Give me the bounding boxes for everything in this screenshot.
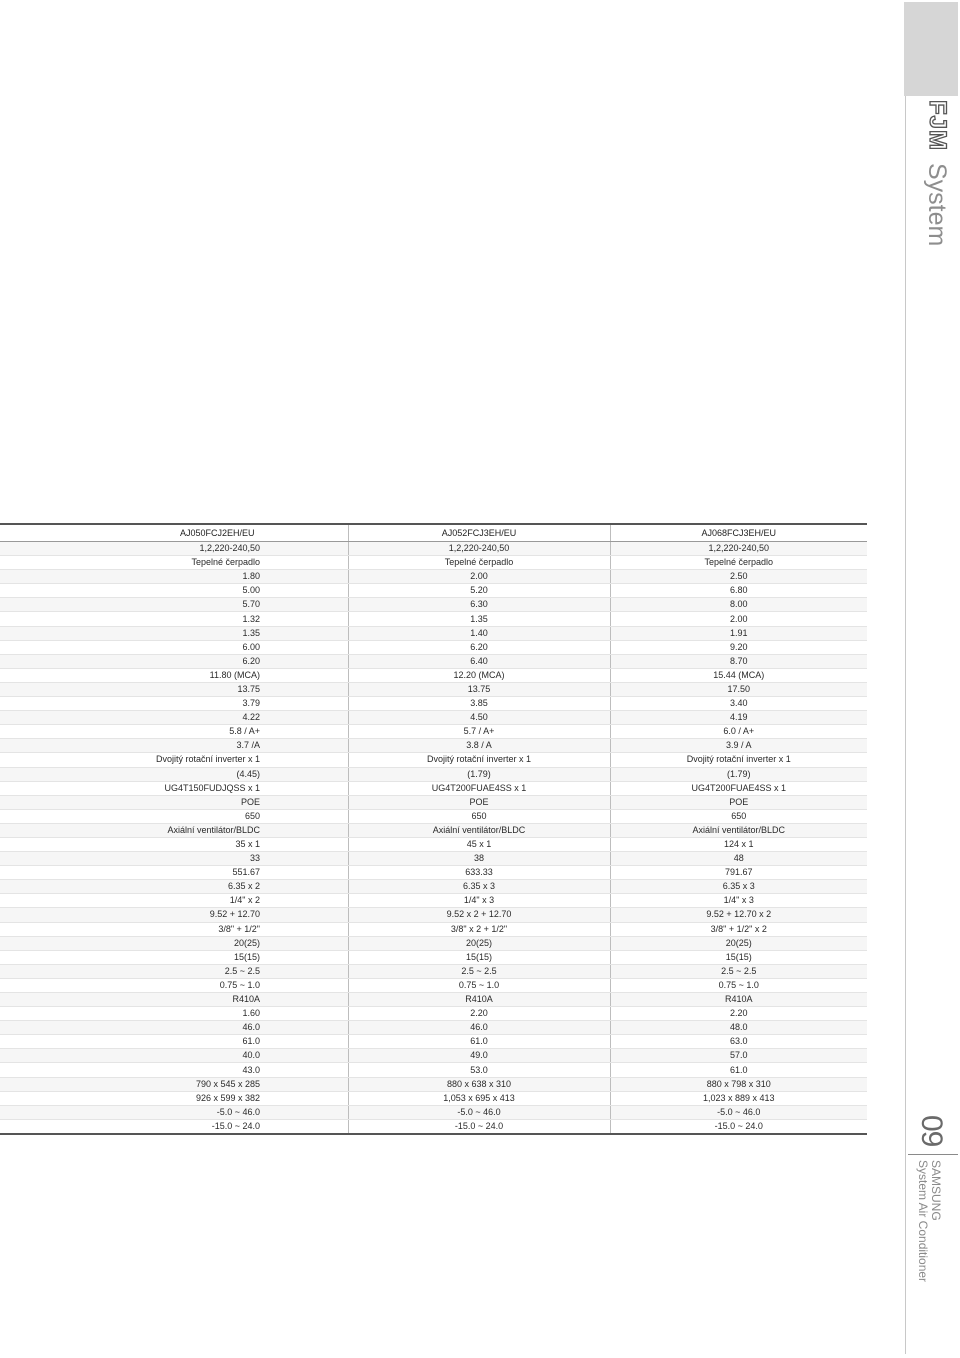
table-cell <box>0 894 348 908</box>
table-cell: 8.00 <box>610 598 867 612</box>
table-cell: POE <box>348 795 610 809</box>
table-cell-text: 5.00 <box>242 585 260 596</box>
table-cell: 3/8" + 1/2" x 2 <box>610 922 867 936</box>
table-cell: (1.79) <box>348 767 610 781</box>
table-cell: 6.35 x 3 <box>348 880 610 894</box>
table-cell: 650 <box>610 809 867 823</box>
table-cell: 53.0 <box>348 1063 610 1077</box>
table-cell: 57.0 <box>610 1049 867 1063</box>
table-cell: 15(15) <box>348 950 610 964</box>
table-cell-text: 13.75 <box>237 683 260 694</box>
table-cell: 2.5 ~ 2.5 <box>610 964 867 978</box>
table-cell-text: R410A <box>232 994 260 1005</box>
table-cell: 0.75 ~ 1.0 <box>610 978 867 992</box>
table-cell-text: 1.35 <box>242 627 260 638</box>
table-cell <box>0 668 348 682</box>
table-cell <box>0 993 348 1007</box>
table-cell <box>0 809 348 823</box>
sidebar-band <box>904 2 958 96</box>
brand-logo-fjm: FJM <box>924 100 951 151</box>
company-name: SAMSUNG <box>929 1160 943 1221</box>
table-cell-text: 43.0 <box>242 1064 260 1075</box>
table-row <box>0 950 867 964</box>
table-row <box>0 978 867 992</box>
table-cell <box>0 1063 348 1077</box>
table-row <box>0 936 867 950</box>
table-cell: 38 <box>348 852 610 866</box>
table-cell-text: 33 <box>249 853 260 864</box>
table-cell: 48.0 <box>610 1021 867 1035</box>
table-cell: 6.40 <box>348 654 610 668</box>
table-cell: 791.67 <box>610 866 867 880</box>
table-cell: 15.44 (MCA) <box>610 668 867 682</box>
table-cell: UG4T200FUAE4SS x 1 <box>610 781 867 795</box>
table-cell <box>0 1105 348 1119</box>
table-cell <box>0 753 348 767</box>
table-cell <box>0 612 348 626</box>
table-cell-text: 1.80 <box>242 571 260 582</box>
column-header: AJ050FCJ2EH/EU <box>0 524 348 542</box>
table-cell <box>0 837 348 851</box>
table-cell: R410A <box>610 993 867 1007</box>
table-cell-text: POE <box>240 796 260 807</box>
table-row <box>0 584 867 598</box>
table-cell-text: 3.79 <box>242 698 260 709</box>
table-cell <box>0 936 348 950</box>
table-cell: POE <box>610 795 867 809</box>
table-row <box>0 598 867 612</box>
table-cell-text: 1,2,220-240,50 <box>199 543 260 554</box>
table-row <box>0 922 867 936</box>
column-header: AJ068FCJ3EH/EU <box>610 524 867 542</box>
table-cell: 880 x 638 x 310 <box>348 1077 610 1091</box>
table-cell: 6.35 x 3 <box>610 880 867 894</box>
table-cell: R410A <box>348 993 610 1007</box>
table-cell: -15.0 ~ 24.0 <box>348 1119 610 1134</box>
table-cell-text: 650 <box>244 810 260 821</box>
spec-table <box>0 523 867 1135</box>
table-row <box>0 809 867 823</box>
table-cell <box>0 1049 348 1063</box>
column-header: AJ052FCJ3EH/EU <box>348 524 610 542</box>
brand-system: System <box>923 163 951 247</box>
table-cell <box>0 922 348 936</box>
table-row <box>0 781 867 795</box>
table-cell <box>0 823 348 837</box>
table-cell <box>0 781 348 795</box>
table-row <box>0 1007 867 1021</box>
spec-table-header <box>0 524 867 542</box>
table-cell-text: 3.7 /A <box>236 740 260 751</box>
table-row <box>0 612 867 626</box>
table-row <box>0 964 867 978</box>
table-cell-text: 61.0 <box>242 1036 260 1047</box>
table-cell <box>0 950 348 964</box>
table-row <box>0 556 867 570</box>
table-cell-text: 1.32 <box>242 613 260 624</box>
table-cell: 8.70 <box>610 654 867 668</box>
table-cell <box>0 880 348 894</box>
table-row <box>0 795 867 809</box>
table-cell-text: 6.35 x 2 <box>227 881 260 892</box>
table-cell <box>0 866 348 880</box>
table-row <box>0 852 867 866</box>
table-row <box>0 1077 867 1091</box>
table-cell: 650 <box>348 809 610 823</box>
table-cell: 6.30 <box>348 598 610 612</box>
table-cell <box>0 739 348 753</box>
table-cell <box>0 542 348 556</box>
table-row <box>0 570 867 584</box>
table-cell-text: 5.70 <box>242 599 260 610</box>
table-cell: 3.40 <box>610 697 867 711</box>
table-cell: Axiální ventilátor/BLDC <box>348 823 610 837</box>
table-cell-text: 4.22 <box>242 712 260 723</box>
table-cell-text: 926 x 599 x 382 <box>195 1092 260 1103</box>
table-cell: -5.0 ~ 46.0 <box>610 1105 867 1119</box>
table-cell: Tepelné čerpadlo <box>610 556 867 570</box>
table-cell: 633.33 <box>348 866 610 880</box>
table-cell-text: Axiální ventilátor/BLDC <box>167 824 260 835</box>
table-cell <box>0 682 348 696</box>
table-cell <box>0 570 348 584</box>
table-cell: 46.0 <box>348 1021 610 1035</box>
table-cell: 1/4" x 3 <box>610 894 867 908</box>
table-row <box>0 1063 867 1077</box>
table-cell: 12.20 (MCA) <box>348 668 610 682</box>
table-cell <box>0 584 348 598</box>
table-cell: 3.85 <box>348 697 610 711</box>
table-row <box>0 697 867 711</box>
table-row <box>0 1035 867 1049</box>
table-cell: 2.5 ~ 2.5 <box>348 964 610 978</box>
table-row <box>0 626 867 640</box>
table-row <box>0 880 867 894</box>
table-cell: 1,023 x 889 x 413 <box>610 1091 867 1105</box>
table-cell <box>0 1077 348 1091</box>
table-cell: 6.0 / A+ <box>610 725 867 739</box>
table-row <box>0 1105 867 1119</box>
table-row <box>0 542 867 556</box>
table-cell <box>0 1021 348 1035</box>
table-row <box>0 640 867 654</box>
table-cell-text: 9.52 + 12.70 <box>209 909 260 920</box>
table-cell <box>0 964 348 978</box>
table-row <box>0 1119 867 1134</box>
table-cell: UG4T200FUAE4SS x 1 <box>348 781 610 795</box>
table-cell: 17.50 <box>610 682 867 696</box>
table-cell: 1,2,220-240,50 <box>348 542 610 556</box>
table-cell <box>0 598 348 612</box>
table-cell: 4.50 <box>348 711 610 725</box>
table-cell-text: (4.45) <box>236 768 260 779</box>
table-cell <box>0 767 348 781</box>
table-cell <box>0 852 348 866</box>
table-cell: Tepelné čerpadlo <box>348 556 610 570</box>
table-row <box>0 739 867 753</box>
table-cell <box>0 640 348 654</box>
table-cell: 5.7 / A+ <box>348 725 610 739</box>
table-cell <box>0 795 348 809</box>
table-cell: 4.19 <box>610 711 867 725</box>
table-cell <box>0 1035 348 1049</box>
table-cell-text: 20(25) <box>233 937 260 948</box>
table-cell: 48 <box>610 852 867 866</box>
table-cell-text: UG4T150FUDJQSS x 1 <box>164 782 260 793</box>
table-row <box>0 837 867 851</box>
company-tagline: System Air Conditioner <box>916 1160 930 1283</box>
table-cell <box>0 725 348 739</box>
table-row <box>0 894 867 908</box>
table-cell: 1,2,220-240,50 <box>610 542 867 556</box>
table-row <box>0 682 867 696</box>
table-row <box>0 823 867 837</box>
table-cell: 63.0 <box>610 1035 867 1049</box>
table-cell: 0.75 ~ 1.0 <box>348 978 610 992</box>
table-cell-text: 6.20 <box>242 655 260 666</box>
table-cell-text: 2.5 ~ 2.5 <box>224 965 260 976</box>
table-cell: 1.91 <box>610 626 867 640</box>
table-cell-text: 11.80 (MCA) <box>209 669 260 680</box>
table-cell: 1.35 <box>348 612 610 626</box>
table-cell-text: -5.0 ~ 46.0 <box>216 1106 260 1117</box>
table-row <box>0 1091 867 1105</box>
chapter-number-text: 09 <box>915 1115 948 1147</box>
table-cell-text: 6.00 <box>242 641 260 652</box>
table-cell-text: Tepelné čerpadlo <box>191 557 260 568</box>
table-cell: 15(15) <box>610 950 867 964</box>
table-cell: 6.80 <box>610 584 867 598</box>
table-row <box>0 711 867 725</box>
table-cell: 20(25) <box>348 936 610 950</box>
table-row <box>0 654 867 668</box>
table-cell: Dvojitý rotační inverter x 1 <box>610 753 867 767</box>
spec-table-body <box>0 542 867 1134</box>
table-cell: 880 x 798 x 310 <box>610 1077 867 1091</box>
table-cell: 13.75 <box>348 682 610 696</box>
table-cell: 1,053 x 695 x 413 <box>348 1091 610 1105</box>
table-cell: 9.52 x 2 + 12.70 <box>348 908 610 922</box>
chapter-number <box>906 1108 956 1154</box>
table-cell-text: 15(15) <box>233 951 260 962</box>
table-cell: 20(25) <box>610 936 867 950</box>
table-cell <box>0 978 348 992</box>
table-cell: -15.0 ~ 24.0 <box>610 1119 867 1134</box>
table-cell: Axiální ventilátor/BLDC <box>610 823 867 837</box>
header-row <box>0 524 867 542</box>
table-cell: 2.20 <box>610 1007 867 1021</box>
table-cell <box>0 711 348 725</box>
product-brand <box>922 98 951 247</box>
company-footer <box>916 1160 942 1282</box>
table-cell: 45 x 1 <box>348 837 610 851</box>
table-cell: 2.00 <box>348 570 610 584</box>
table-cell-text: 0.75 ~ 1.0 <box>219 979 260 990</box>
table-cell: 1.40 <box>348 626 610 640</box>
table-row <box>0 866 867 880</box>
table-cell <box>0 654 348 668</box>
table-row <box>0 1021 867 1035</box>
table-cell <box>0 1119 348 1134</box>
table-cell: 3.8 / A <box>348 739 610 753</box>
table-row <box>0 668 867 682</box>
sidebar-rule <box>905 96 906 1354</box>
table-cell-text: 3/8" + 1/2" <box>218 923 260 934</box>
table-row <box>0 725 867 739</box>
table-cell: -5.0 ~ 46.0 <box>348 1105 610 1119</box>
table-cell <box>0 626 348 640</box>
table-cell-text: 1.60 <box>242 1008 260 1019</box>
table-cell-text: 46.0 <box>242 1022 260 1033</box>
table-cell: 6.20 <box>348 640 610 654</box>
table-cell <box>0 1007 348 1021</box>
table-cell: 49.0 <box>348 1049 610 1063</box>
table-cell-text: -15.0 ~ 24.0 <box>211 1120 260 1131</box>
table-cell-text: 1/4" x 2 <box>229 895 260 906</box>
table-cell: 2.20 <box>348 1007 610 1021</box>
table-cell-text: 551.67 <box>232 867 260 878</box>
table-cell: (1.79) <box>610 767 867 781</box>
table-cell: 3.9 / A <box>610 739 867 753</box>
table-cell-text: 5.8 / A+ <box>229 726 260 737</box>
table-row <box>0 767 867 781</box>
table-cell: 9.52 + 12.70 x 2 <box>610 908 867 922</box>
table-cell: Dvojitý rotační inverter x 1 <box>348 753 610 767</box>
table-cell: 61.0 <box>348 1035 610 1049</box>
table-cell: 2.00 <box>610 612 867 626</box>
table-cell: 5.20 <box>348 584 610 598</box>
table-cell: 2.50 <box>610 570 867 584</box>
table-row <box>0 993 867 1007</box>
table-cell-text: 40.0 <box>242 1050 260 1061</box>
table-cell: 124 x 1 <box>610 837 867 851</box>
chapter-rule <box>908 1154 958 1155</box>
table-cell: 9.20 <box>610 640 867 654</box>
table-cell <box>0 697 348 711</box>
table-row <box>0 1049 867 1063</box>
table-row <box>0 753 867 767</box>
table-cell-text: Dvojitý rotační inverter x 1 <box>155 754 260 765</box>
table-cell-text: 35 x 1 <box>235 839 260 850</box>
chapter-sidebar <box>904 0 960 1358</box>
table-cell: 61.0 <box>610 1063 867 1077</box>
table-cell: 1/4" x 3 <box>348 894 610 908</box>
table-cell-text: 790 x 545 x 285 <box>195 1078 260 1089</box>
table-cell: 3/8" x 2 + 1/2" <box>348 922 610 936</box>
table-cell <box>0 908 348 922</box>
table-cell <box>0 1091 348 1105</box>
table-cell <box>0 556 348 570</box>
table-row <box>0 908 867 922</box>
